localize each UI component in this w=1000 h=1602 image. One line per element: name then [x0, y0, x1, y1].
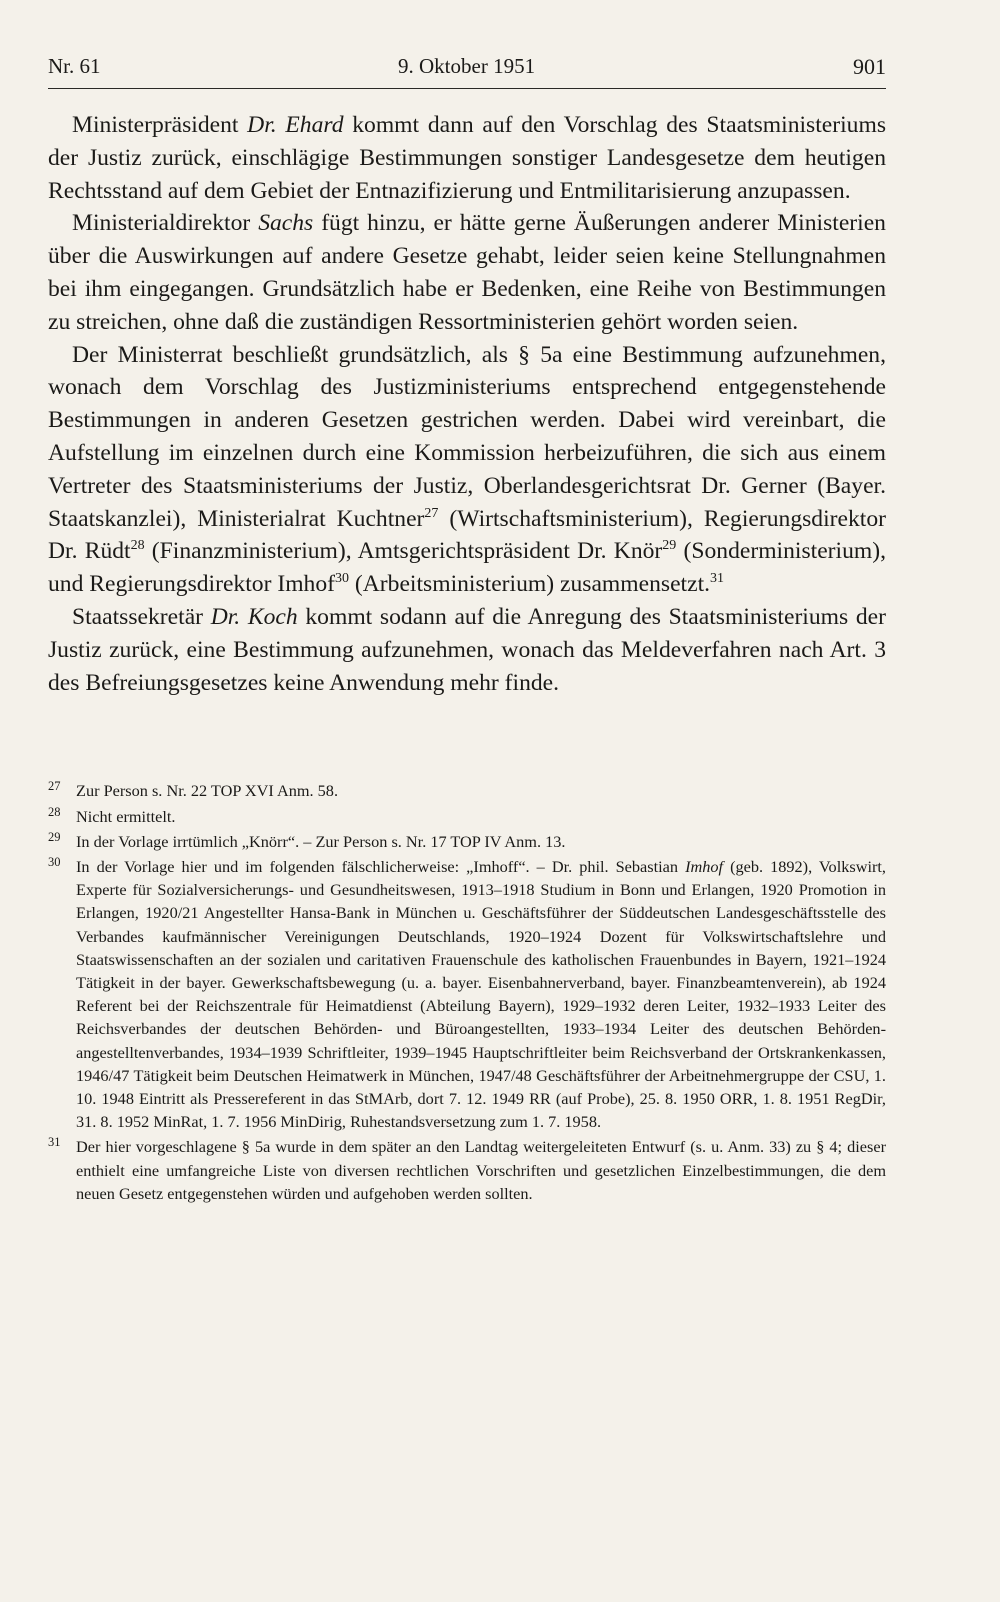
paragraph-sachs: [48, 207, 886, 338]
paragraph-text: (Arbeitsministerium) zusammensetzt.: [349, 571, 711, 598]
footnote-text: Zur Person s. Nr. 22 TOP XVI Anm. 58.: [76, 781, 339, 801]
footnote-28: [48, 805, 886, 828]
body-text: [48, 109, 886, 699]
footnote-number: 31: [48, 1135, 61, 1150]
running-head: [48, 44, 886, 89]
footnote-ref[interactable]: 28: [130, 538, 145, 554]
footnote-text: In der Vorlage irrtümlich „Knörr“. – Zur Person s. Nr. 17 TOP IV Anm. 13.: [76, 831, 566, 851]
paragraph-text: (Wirtschaftsministerium), Regierungsdirektor Dr. Rüdt: [48, 505, 886, 565]
footnote-ref[interactable]: 27: [424, 505, 439, 521]
paragraph-text: kommt dann auf den Vorschlag des Staatsministeriums der Justiz zurück, einschlägige Bestimmungen sonstiger Landesgesetze dem heutigen Rechtsstand auf dem Gebiet der Entnazifizierung und Entmilitarisierung anzupassen.: [48, 112, 887, 204]
speaker-name: Sachs: [258, 210, 314, 237]
person-name: Imhof: [685, 856, 724, 876]
footnotes: [48, 779, 886, 1205]
footnote-ref[interactable]: 31: [710, 571, 725, 587]
paragraph-text: (Finanzministerium), Amtsgerichtspräsident Dr. Knör: [144, 538, 663, 565]
page-date: 9. Oktober 1951: [398, 54, 536, 78]
footnote-number: 28: [48, 804, 61, 819]
footnote-30: [48, 855, 886, 1133]
footnote-text: In der Vorlage hier und im folgenden fälschlicherweise: „Imhoff“. – Dr. phil. Sebastian: [76, 856, 686, 876]
footnote-31: [48, 1135, 886, 1205]
issue-number: Nr. 61: [48, 54, 101, 78]
footnote-number: 27: [48, 779, 61, 794]
paragraph-lead: Ministerpräsident: [72, 112, 248, 138]
speaker-name: Dr. Ehard: [247, 112, 344, 138]
document-page: [48, 44, 886, 1207]
paragraph-text: (Sonderministerium), und Regierungsdirektor Imhof: [48, 538, 886, 598]
paragraph-text: fügt hinzu, er hätte gerne Äußerungen anderer Ministerien über die Auswirkungen auf andere Gesetze gehabt, leider seien keine Stellungnahmen bei ihm eingegangen. Grundsätzlich habe er Bedenken, eine Reihe von Bestimmungen zu streichen, ohne daß die zuständigen Ressortministerien gehört worden seien.: [48, 210, 886, 335]
paragraph-koch: [48, 601, 886, 699]
paragraph-text: kommt sodann auf die Anregung des Staatsministeriums der Justiz zurück, eine Bestimmung aufzunehmen, wonach das Meldeverfahren nach Art. 3 des Befreiungsgesetzes keine Anwendung mehr finde.: [48, 603, 886, 696]
paragraph-lead: Ministerialdirektor: [72, 210, 259, 237]
footnote-number: 29: [48, 829, 61, 844]
footnote-text: Nicht ermittelt.: [76, 806, 176, 826]
footnote-ref[interactable]: 29: [662, 538, 677, 554]
paragraph-ministerrat: [48, 339, 886, 601]
footnote-number: 30: [48, 854, 61, 869]
paragraph-lead: Staatssekretär: [72, 603, 211, 630]
footnote-29: [48, 830, 886, 853]
footnote-27: [48, 779, 886, 802]
speaker-name: Dr. Koch: [210, 603, 298, 630]
page-number: 901: [853, 54, 886, 79]
paragraph-text: Der Ministerrat beschließt grundsätzlich, als § 5a eine Bestimmung aufzunehmen, wonach dem Vorschlag des Justizministeriums entsprechend entgegenstehende Bestimmungen in anderen Gesetzen gestrichen werden. Dabei wird vereinbart, die Aufstellung im einzelnen durch eine Kommission herbeizuführen, die sich aus einem Vertreter des Staatsministeriums der Justiz, Oberlandesgerichtsrat Dr. Gerner (Bayer. Staatskanzlei), Ministerialrat Kuchtner: [48, 341, 886, 532]
paragraph-ehard: [48, 109, 886, 207]
footnote-ref[interactable]: 30: [335, 571, 349, 587]
footnote-text: (geb. 1892), Volkswirt, Experte für Sozialversicherungs- und Gesundheitswesen, 1913–1918 Studium in Bonn und Erlangen, 1920 Promotion in Erlangen, 1920/21 Angestellter Hansa-Bank in München u. Geschäftsführer der Süddeutschen Landesgeschäftsstelle des Verbandes kaufmännischer Vereinigungen Deutschlands, 1920–1924 Dozent für Volkswirtschaftslehre und Staatswissenschaften an der sozialen und caritativen Frauenschule des katholischen Frauenbundes in Bayern, 1921–1924 Tätigkeit in der bayer. Gewerkschaftsbewegung (u. a. bayer. Eisenbahnerverband, bayer. Finanzbeamtenverein), ab 1924 Referent bei der Reichszentrale für Heimatdienst (Abteilung Bayern), 1929–1932 deren Leiter, 1932–1933 Leiter des Reichsverbandes der deutschen Behörden- und Büroangestellten, 1933–1934 Leiter des deutschen Behördenangestelltenverbandes, 1934–1939 Schriftleiter, 1939–1945 Hauptschriftleiter beim Reichsverband der Ortskrankenkassen, 1946/47 Tätigkeit beim Deutschen Heimatwerk in München, 1947/48 Geschäftsführer der Arbeitnehmergruppe der CSU, 1. 10. 1948 Eintritt als Pressereferent in das StMArb, dort 7. 12. 1949 RR (auf Probe), 25. 8. 1950 ORR, 1. 8. 1951 RegDir, 31. 8. 1952 MinRat, 1. 7. 1956 MinDirig, Ruhestandsversetzung zum 1. 7. 1958.: [76, 856, 886, 1132]
footnote-text: Der hier vorgeschlagene § 5a wurde in dem später an den Landtag weitergeleiteten Entwurf (s. u. Anm. 33) zu § 4; dieser enthielt eine umfangreiche Liste von diversen rechtlichen Vorschriften und gesetzlichen Einzelbestimmungen, die dem neuen Gesetz entgegenstehen würden und aufgehoben werden sollten.: [76, 1137, 886, 1203]
